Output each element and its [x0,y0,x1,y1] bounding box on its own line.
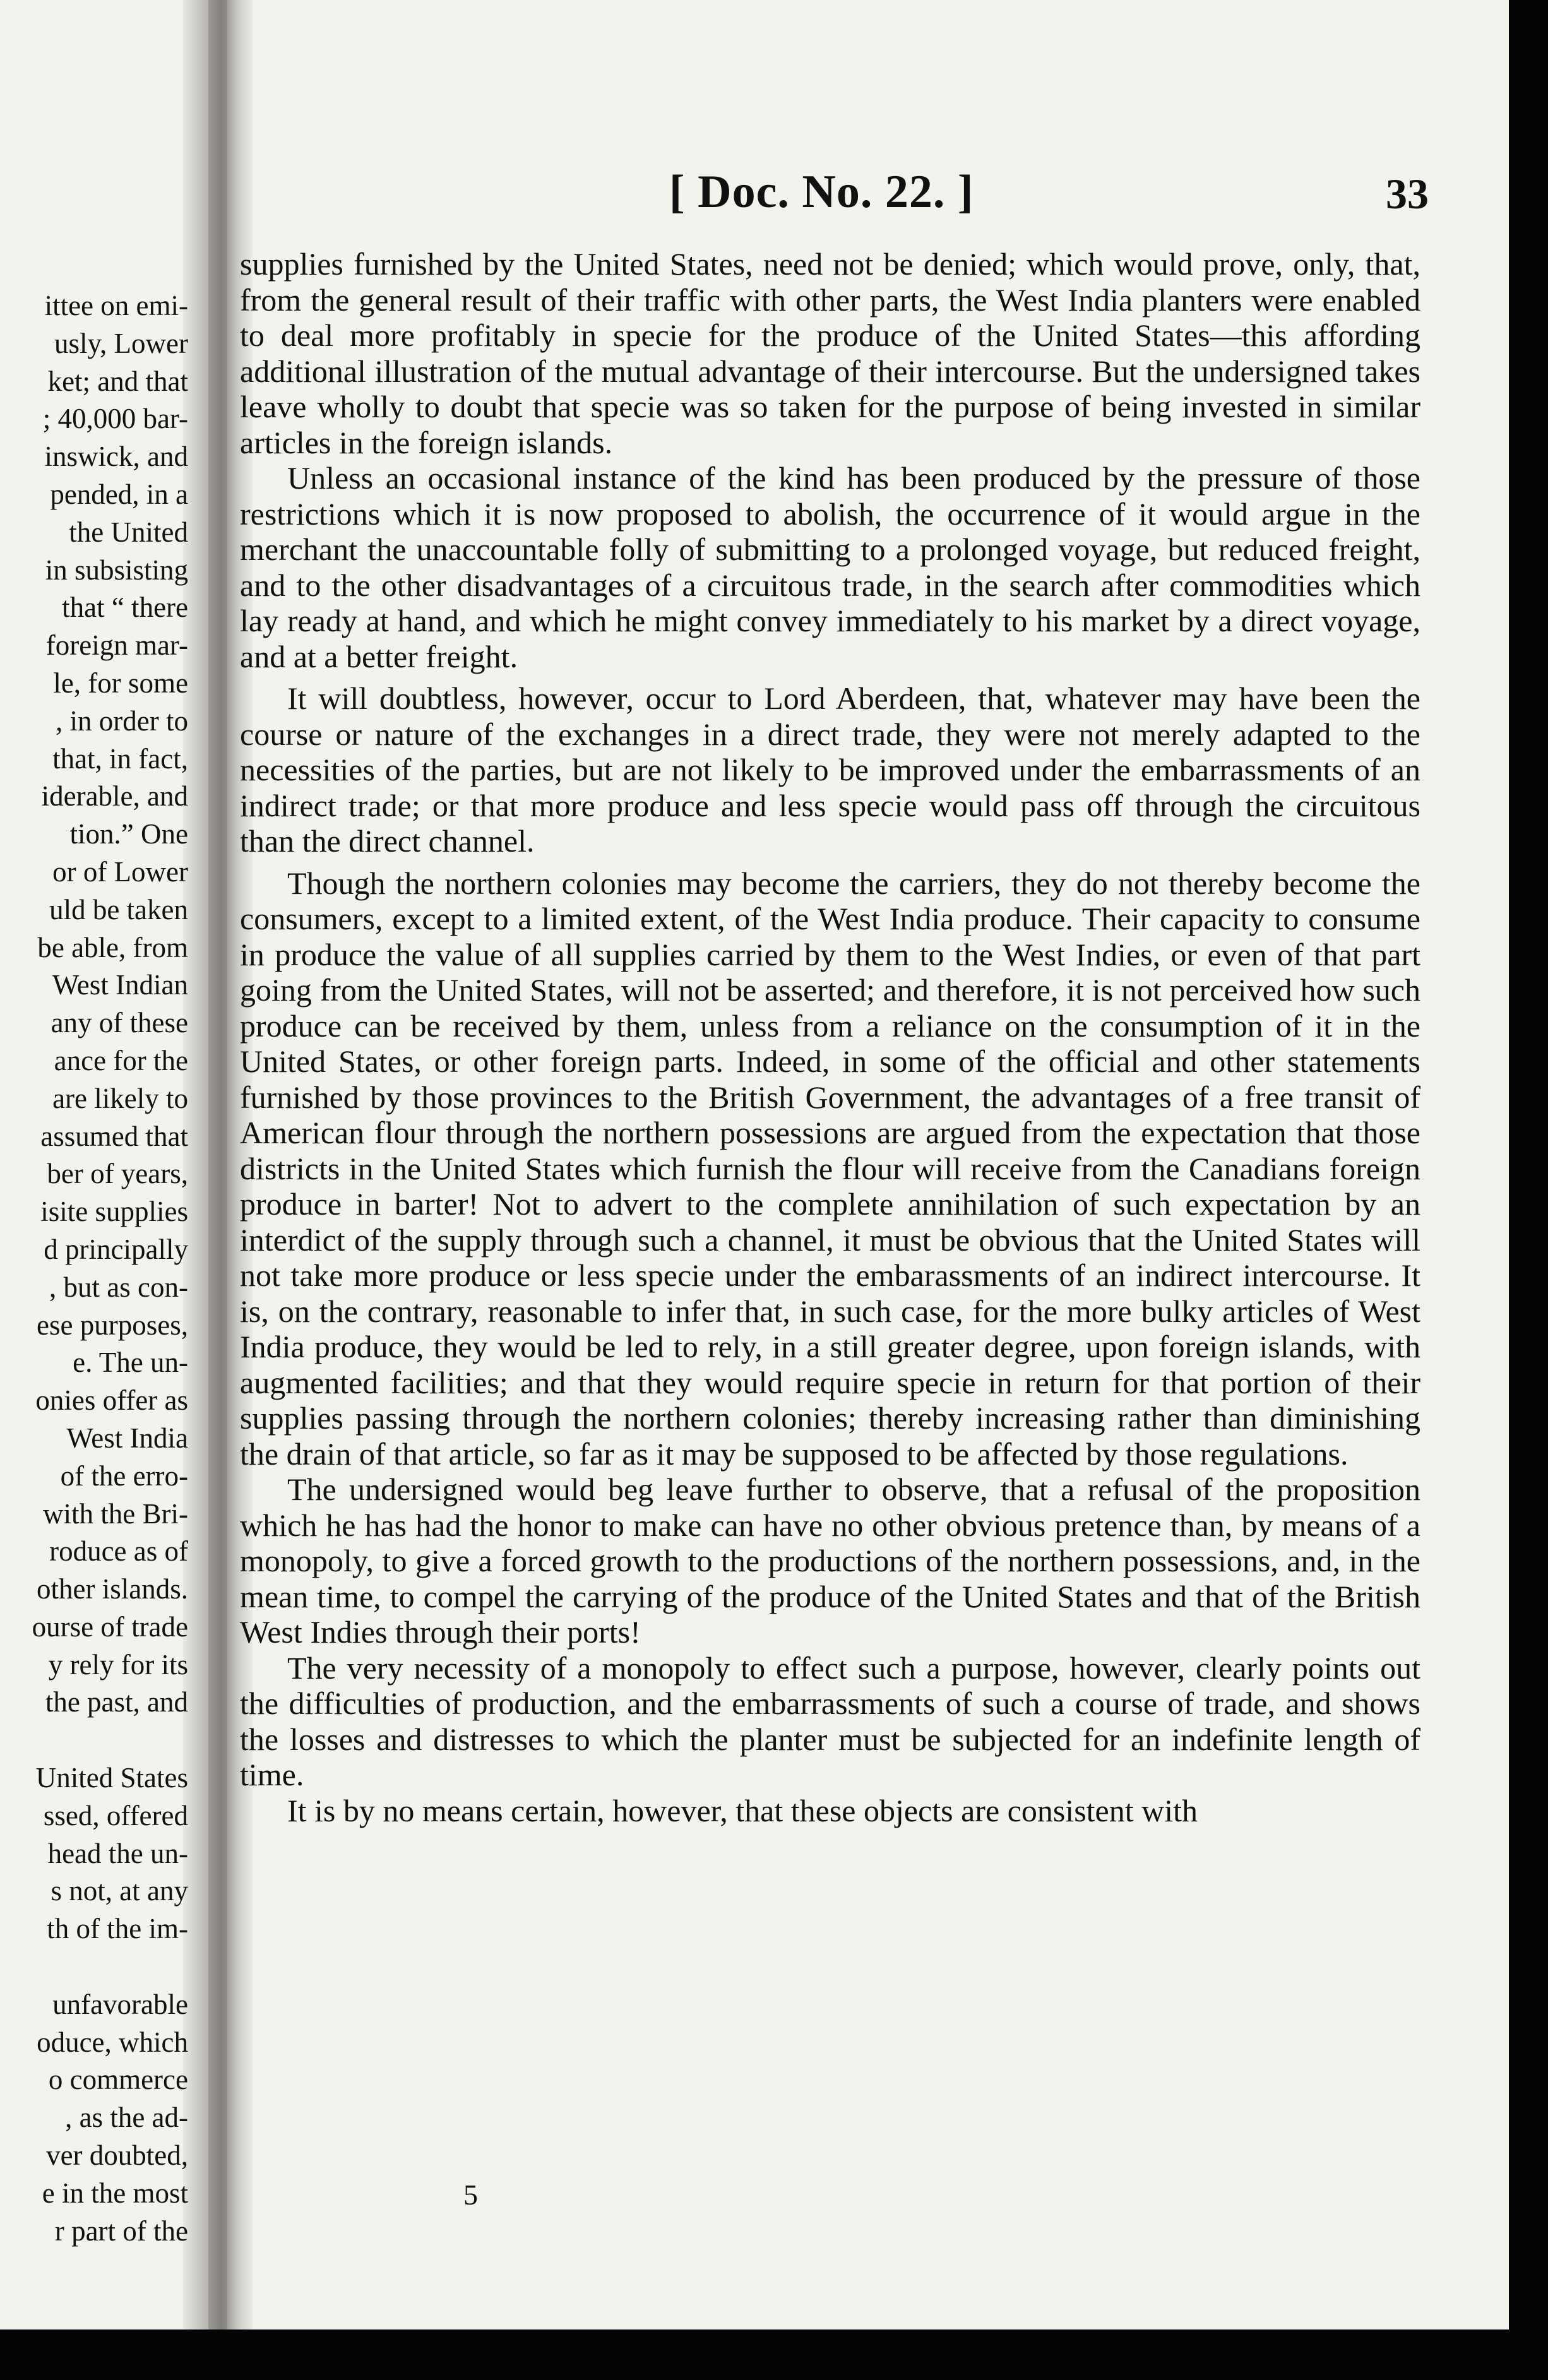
fragment-line: West Indian [52,969,188,1001]
fragment-line: s not, at any [51,1875,188,1907]
fragment-line: uld be taken [49,893,188,925]
fragment-line: ance for the [54,1044,188,1076]
fragment-line: ver doubted, [46,2139,188,2172]
fragment-line: r part of the [54,2215,188,2247]
paragraph: The very necessity of a monopoly to effect such a purpose, however, clearly points out the difficulties of production, and the embarrassments of such a course of trade, and shows the losses and distresses to which the planter must be subjected for an indefinite length of time. [240,1650,1420,1792]
fragment-line: that “ there [62,592,188,624]
page-number: 33 [1386,170,1429,218]
paragraph: It is by no means certain, however, that these objects are consistent with [287,1792,1198,1828]
fragment-line: onies offer as [35,1384,188,1417]
fragment-line: other islands. [37,1573,188,1605]
fragment-line [0,1948,188,1986]
fragment-line: foreign mar- [45,629,188,662]
fragment-line: West India [66,1422,188,1454]
fragment-line: with the Bri- [43,1497,188,1530]
fragment-line: d principally [44,1233,188,1265]
fragment-line: ese purposes, [37,1309,188,1341]
fragment-line: oduce, which [37,2026,188,2058]
paragraph: Unless an occasional instance of the kind has been produced by the pressure of those restrictions which it is now proposed to abolish, the occurrence of it would argue in the merchant the unaccountable folly of submitting to a prolonged voyage, but reduced freight, and to the other disadvantages of a circuitous trade, in the search after commodities which lay ready at hand, and which he might convey immediately to his market by a direct voyage, and at a better freight. [240,460,1420,674]
fragment-line: roduce as of [49,1535,188,1568]
fragment-line: ssed, offered [43,1799,188,1831]
fragment-line: the past, and [45,1686,188,1718]
fragment-line: e in the most [42,2177,188,2209]
fragment-line: head the un- [47,1837,188,1869]
paragraph: It will doubtless, however, occur to Lord Aberdeen, that, whatever may have been the course or nature of the exchanges in a direct trade, they were not merely adapted to the necessities of the parties, but are not likely to be improved under the embarrassments of an indirect trade; or that more produce and less specie would pass off through the circuitous than the direct channel. [240,681,1420,859]
fragment-line: iderable, and [41,780,188,812]
signature-mark: 5 [463,2179,478,2211]
scan-border-right [1509,0,1548,2380]
fragment-line: the United [69,516,188,548]
fragment-line: tion.” One [69,818,188,850]
scan-border-bottom [0,2329,1548,2380]
fragment-line: inswick, and [44,441,188,473]
fragment-line: isite supplies [40,1196,188,1228]
paragraph: Though the northern colonies may become the carriers, they do not thereby become the consumers, except to a limited extent, of the West India produce. Their capacity to consume in produce the value of all supplies carried by them to the West Indies, or even of that part going from the United States, will not be asserted; and therefore, it is not perceived how such produce can be received by them, unless from a reliance on the consumption of it in the United States, or other foreign parts. Indeed, in some of the official and other statements furnished by those provinces to the British Government, the advantages of a free transit of American flour through the northern possessions are argued from the expectation that those districts in the United States which furnish the flour will receive from the Canadians foreign produce in barter! Not to advert to the complete annihilation of such expectation by an interdict of the supply through such a channel, it must be obvious that the United States will not take more produce or less specie under the embarassments of an indirect intercourse. It is, on the contrary, reasonable to infer that, in such case, for the more bulky articles of West India produce, they would be led to rely, in a still greater degree, upon foreign islands, with augmented facilities; and that they would require specie in return for that portion of their supplies passing through the northern colonies; thereby increasing rather than diminishing the drain of that article, so far as it may be supposed to be affected by those regulations. [240,865,1420,1472]
fragment-line: o commerce [48,2064,188,2096]
fragment-line: , in order to [56,705,188,737]
fragment-line: ourse of trade [32,1610,188,1643]
fragment-line: unfavorable [52,1988,188,2020]
fragment-line: usly, Lower [54,327,188,359]
fragment-line: be able, from [37,931,188,963]
document-header: [ Doc. No. 22. ] [669,166,974,218]
fragment-line: ; 40,000 bar- [42,403,188,435]
fragment-line: , as the ad- [65,2102,188,2134]
paragraph: The undersigned would beg leave further to observe, that a refusal of the proposition which he has had the honor to make can have no other obvious pretence than, by means of a monopoly, to give a forced growth to the productions of the northern possessions, and, in the mean time, to compel the carrying of the produce of the United States and that of the British West Indies through their ports! [240,1472,1420,1650]
adjacent-page-fragment [0,287,188,2250]
fragment-line: th of the im- [47,1913,188,1945]
body-text [240,246,1420,1828]
fragment-line: y rely for its [48,1648,188,1681]
fragment-line: are likely to [52,1082,188,1114]
fragment-line: ittee on emi- [44,290,188,321]
fragment-line [0,1722,188,1759]
fragment-line: ber of years, [47,1158,188,1190]
fragment-line: le, for some [53,667,188,699]
fragment-line: in subsisting [45,554,188,586]
fragment-line: assumed that [40,1120,188,1152]
fragment-line: pended, in a [50,478,188,510]
binding-shadow [208,0,227,2329]
paragraph: supplies furnished by the United States, need not be denied; which would prove, only, that, from the general result of their traffic with other parts, the West India planters were enabled to deal more profitably in specie for the produce of the United States—this affording additional illustration of the mutual advantage of their intercourse. But the undersigned takes leave wholly to doubt that specie was so taken for the purpose of being invested in similar articles in the foreign islands. [240,246,1420,460]
fragment-line: , but as con- [49,1271,188,1303]
fragment-line: ket; and that [47,365,188,397]
fragment-line: United States [35,1762,188,1794]
fragment-line: that, in fact, [52,742,188,775]
fragment-line: e. The un- [73,1347,188,1379]
fragment-line: or of Lower [52,855,188,888]
fragment-line: of the erro- [60,1460,188,1492]
fragment-line: any of these [51,1007,188,1039]
